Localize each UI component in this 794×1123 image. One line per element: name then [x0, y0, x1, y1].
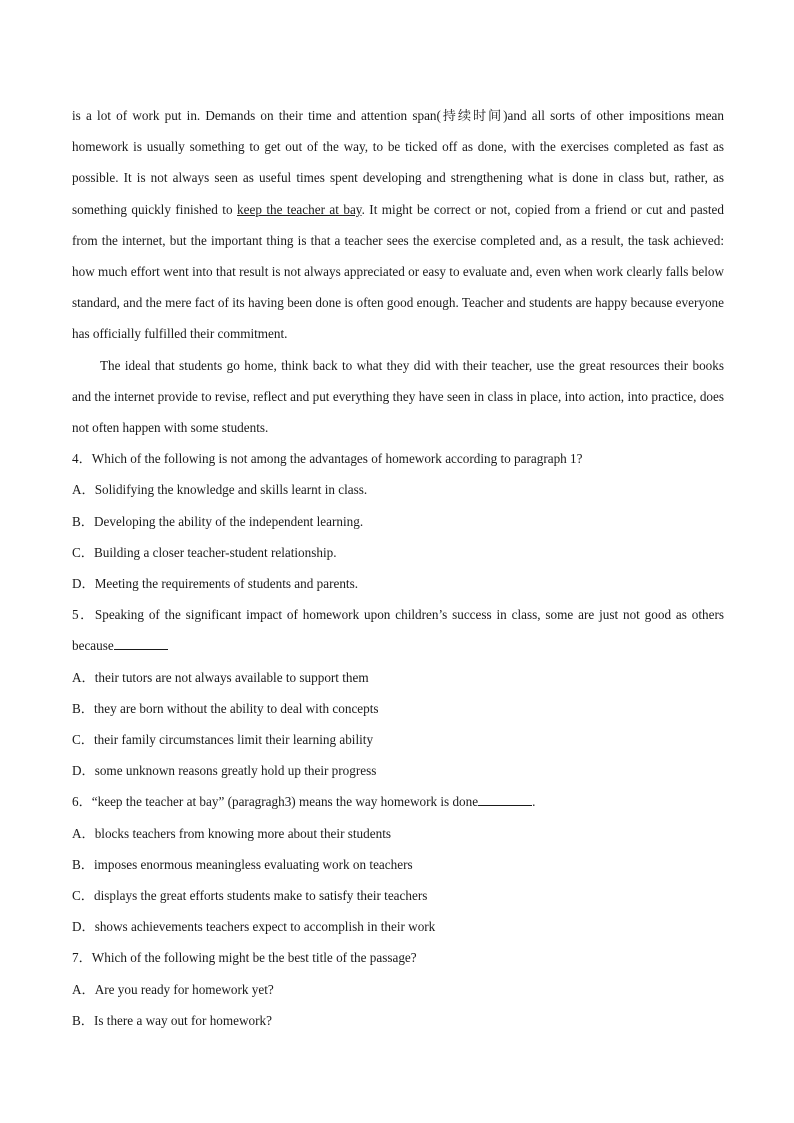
- question-5-option-b: B．they are born without the ability to deal with concepts: [72, 700, 379, 716]
- passage-paragraph-1: [72, 100, 724, 350]
- question-5-option-c: C．their family circumstances limit their learning ability: [72, 732, 374, 748]
- question-6-stem-end: .: [532, 794, 536, 810]
- question-6-option-c: C．displays the great efforts students make to satisfy their teachers: [72, 888, 428, 904]
- question-7-option-b: B．Is there a way out for homework?: [72, 1012, 272, 1028]
- question-5-option-a: A．their tutors are not always available to support them: [72, 669, 369, 685]
- question-4-option-d: D．Meeting the requirements of students and parents.: [72, 576, 359, 592]
- question-5-option-d: D．some unknown reasons greatly hold up their progress: [72, 763, 377, 779]
- question-6-stem-text: 6．“keep the teacher at bay” (paragragh3) means the way homework is done: [72, 794, 479, 810]
- question-7-stem: 7．Which of the following might be the best title of the passage?: [72, 950, 417, 966]
- paragraph-1-text-end: . It might be correct or not, copied from a friend or cut and pasted from the internet, but the important thing is that a teacher sees the exercise completed and, as a result, the task achieved: how much effort went into that result is not always appreciated or easy to evaluate and, even when work clearly falls below standard, and the mere fact of its having been done is often good enough. Teacher and students are happy because everyone has officially fulfilled their commitment.: [72, 201, 724, 342]
- question-4-option-a: A．Solidifying the knowledge and skills learnt in class.: [72, 482, 368, 498]
- question-5-stem: [72, 599, 724, 661]
- answer-blank: [478, 791, 532, 806]
- question-5-stem-text: 5．Speaking of the significant impact of homework upon children’s success in class, some are just not good as others because: [72, 607, 724, 654]
- question-6-stem: [72, 786, 724, 817]
- question-6-option-b: B．imposes enormous meaningless evaluating work on teachers: [72, 856, 413, 872]
- answer-blank: [114, 635, 168, 650]
- passage-paragraph-2: The ideal that students go home, think back to what they did with their teacher, use the great resources their books and the internet provide to revise, reflect and put everything they have seen in class in place, into action, into practice, does not often happen with some students.: [72, 357, 724, 436]
- question-6-option-d: D．shows achievements teachers expect to accomplish in their work: [72, 919, 436, 935]
- question-4-option-c: C．Building a closer teacher-student relationship.: [72, 544, 337, 560]
- paragraph-1-text-start: is a lot of work put in. Demands on their time and attention span(持续时间)and all sorts of other impositions mean homework is usually something to get out of the way, to be ticked off as done, with the exercises completed as fast as possible. It is not always seen as useful times spent developing and strengthening what is done in class but, rather, as something quickly finished to: [72, 108, 724, 217]
- document-page: [72, 100, 724, 1036]
- question-7-option-a: A．Are you ready for homework yet?: [72, 981, 274, 997]
- underlined-phrase: keep the teacher at bay: [237, 201, 362, 217]
- question-4-stem: 4．Which of the following is not among the advantages of homework according to paragraph 1?: [72, 451, 583, 467]
- question-6-option-a: A．blocks teachers from knowing more about their students: [72, 825, 391, 841]
- question-4-option-b: B．Developing the ability of the independent learning.: [72, 513, 364, 529]
